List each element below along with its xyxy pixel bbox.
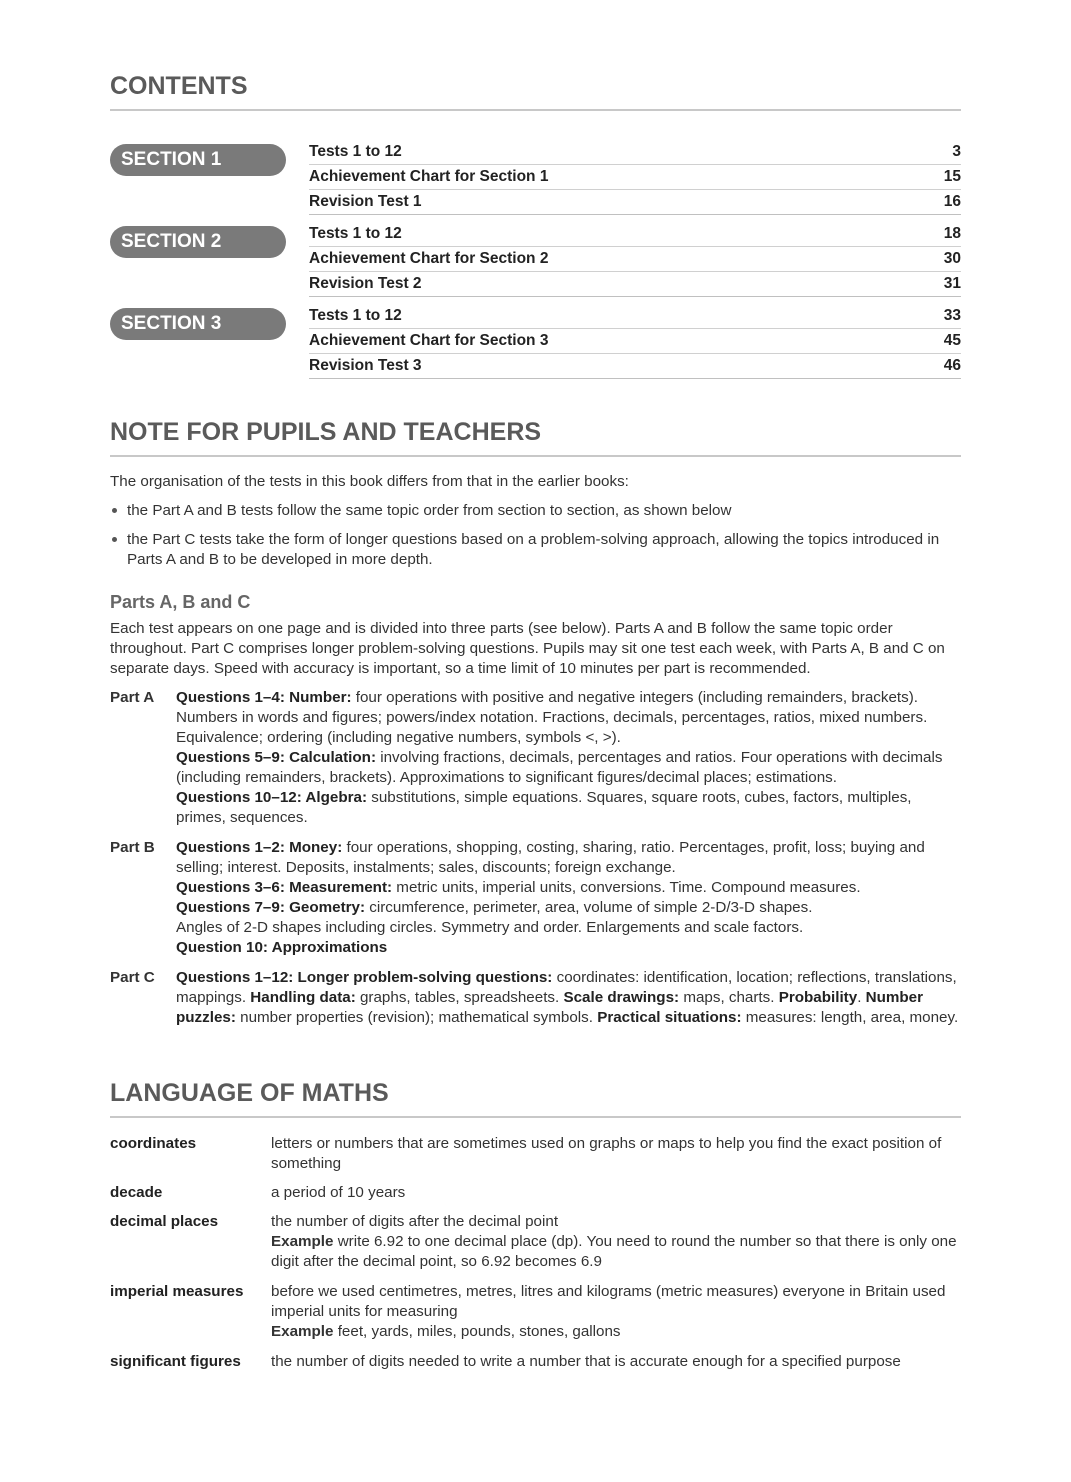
language-title: LANGUAGE OF MATHS: [110, 1079, 961, 1118]
note-title: NOTE FOR PUPILS AND TEACHERS: [110, 418, 961, 457]
glossary-definition-block: [271, 1212, 961, 1272]
section-2-badge: SECTION 2: [110, 226, 286, 258]
glossary-example-text: feet, yards, miles, pounds, stones, gallons: [333, 1323, 621, 1340]
section-3-badge: SECTION 3: [110, 308, 286, 340]
part-c-head-2: Handling data:: [250, 989, 356, 1006]
part-b-geometry-head: Questions 7–9: Geometry:: [176, 899, 366, 916]
toc-row-title: Achievement Chart for Section 3: [309, 332, 549, 349]
part-b-geometry: [176, 898, 961, 918]
toc-row-title: Tests 1 to 12: [309, 307, 402, 324]
toc-row[interactable]: [309, 190, 961, 215]
part-b-measurement: [176, 878, 961, 898]
part-b-approximations-head: Question 10: Approximations: [176, 939, 388, 956]
glossary-definition: the number of digits after the decimal point: [271, 1213, 559, 1230]
toc-rows: [309, 140, 961, 215]
note-bullet-list: [110, 501, 961, 579]
toc-row[interactable]: [309, 304, 961, 329]
part-a: [110, 688, 961, 828]
toc-row-title: Revision Test 1: [309, 193, 422, 210]
parts-heading: Parts A, B and C: [110, 592, 251, 612]
glossary-row: [110, 1183, 961, 1203]
part-c-text-6: measures: length, area, money.: [741, 1009, 959, 1026]
toc-section-2: [110, 222, 961, 304]
glossary-example: [271, 1322, 961, 1342]
glossary-example: [271, 1232, 961, 1272]
toc-row-title: Revision Test 3: [309, 357, 422, 374]
part-a-calculation: [176, 748, 961, 788]
part-c-text-4: .: [857, 989, 866, 1006]
toc-row[interactable]: [309, 247, 961, 272]
contents-table: [110, 140, 961, 386]
toc-row-title: Tests 1 to 12: [309, 143, 402, 160]
glossary-term: decimal places: [110, 1213, 219, 1230]
glossary-definition: a period of 10 years: [271, 1184, 406, 1201]
part-b-money-text: four operations, shopping, costing, sharing, ratio. Percentages, profit, loss; buying and selling; interest. Deposits, instalments; sales, discounts; foreign exchange.: [176, 839, 925, 876]
part-c-head-1: Questions 1–12: Longer problem-solving questions:: [176, 969, 553, 986]
toc-row-page: 15: [943, 168, 961, 185]
glossary-definition: before we used centimetres, metres, litres and kilograms (metric measures) everyone in Britain used imperial units for measuring: [271, 1283, 946, 1320]
glossary-row: [110, 1134, 961, 1174]
part-c-label: Part C: [110, 969, 155, 986]
toc-row-page: 30: [943, 250, 961, 267]
part-b-geometry-cont: Angles of 2-D shapes including circles. Symmetry and order. Enlargements and scale factors.: [176, 919, 804, 936]
glossary-row: [110, 1352, 961, 1372]
part-b-body: [176, 838, 961, 958]
note-intro: The organisation of the tests in this book differs from that in the earlier books:: [110, 473, 629, 490]
section-1-badge: SECTION 1: [110, 144, 286, 176]
toc-row[interactable]: [309, 222, 961, 247]
part-c-head-6: Practical situations:: [597, 1009, 742, 1026]
toc-row-page: 46: [943, 357, 961, 374]
part-c-text-2: graphs, tables, spreadsheets.: [355, 989, 564, 1006]
toc-row-page: 33: [943, 307, 961, 324]
toc-rows: [309, 222, 961, 297]
part-b-label: Part B: [110, 839, 155, 856]
toc-row-page: 18: [943, 225, 961, 242]
part-b-geometry-text: circumference, perimeter, area, volume of simple 2-D/3-D shapes.: [365, 899, 813, 916]
part-a-label: Part A: [110, 689, 155, 706]
part-a-algebra-head: Questions 10–12: Algebra:: [176, 789, 368, 806]
toc-row-page: 3: [952, 143, 961, 160]
parts-intro: Each test appears on one page and is divided into three parts (see below). Parts A and B follow the same topic order throughout. Part C comprises longer problem-solving questions. Pupils may sit one test each week, with Parts A, B and C on separate days. Speed with accuracy is important, so a time limit of 10 minutes per part is recommended.: [110, 620, 945, 677]
part-b-money-head: Questions 1–2: Money:: [176, 839, 343, 856]
part-b: [110, 838, 961, 958]
toc-row-page: 31: [943, 275, 961, 292]
glossary-definition: letters or numbers that are sometimes used on graphs or maps to help you find the exact position of something: [271, 1135, 942, 1172]
toc-section-1: [110, 140, 961, 222]
glossary-example-label: Example: [271, 1233, 334, 1250]
part-c-body: [176, 968, 961, 1028]
part-b-measurement-head: Questions 3–6: Measurement:: [176, 879, 393, 896]
part-a-number: [176, 688, 961, 748]
glossary-definition: the number of digits needed to write a number that is accurate enough for a specified purpose: [271, 1353, 901, 1370]
part-c-text-5: number properties (revision); mathematical symbols.: [235, 1009, 598, 1026]
glossary-term: decade: [110, 1184, 163, 1201]
part-c-head-3: Scale drawings:: [563, 989, 680, 1006]
toc-row-page: 45: [943, 332, 961, 349]
toc-row[interactable]: [309, 140, 961, 165]
toc-section-3: [110, 304, 961, 386]
part-a-number-head: Questions 1–4: Number:: [176, 689, 352, 706]
toc-row[interactable]: [309, 329, 961, 354]
part-a-calculation-text: involving fractions, decimals, percentages and ratios. Four operations with decimals (including remainders, brackets). Approximations to significant figures/decimal places; estimations.: [176, 749, 943, 786]
toc-row-page: 16: [943, 193, 961, 210]
part-a-calculation-head: Questions 5–9: Calculation:: [176, 749, 377, 766]
part-b-money: [176, 838, 961, 878]
part-a-algebra-text: substitutions, simple equations. Squares, square roots, cubes, factors, multiples, primes, sequences.: [176, 789, 912, 826]
note-bullet: the Part A and B tests follow the same topic order from section to section, as shown below: [110, 501, 961, 521]
toc-row[interactable]: [309, 165, 961, 190]
part-a-body: [176, 688, 961, 828]
toc-row-title: Tests 1 to 12: [309, 225, 402, 242]
glossary-definition-block: [271, 1282, 961, 1342]
part-a-number-text: four operations with positive and negative integers (including remainders, brackets). Numbers in words and figures; powers/index notation. Fractions, decimals, percentages, ratios, mixed numbers. Equivalence; ordering (including negative numbers, symbols <, >).: [176, 689, 928, 746]
toc-row-title: Achievement Chart for Section 1: [309, 168, 549, 185]
part-b-approximations: [176, 938, 961, 958]
contents-title: CONTENTS: [110, 72, 961, 111]
part-c: [110, 968, 961, 1028]
toc-row-title: Revision Test 2: [309, 275, 422, 292]
toc-row[interactable]: [309, 272, 961, 297]
glossary-row: [110, 1282, 961, 1342]
glossary-example-label: Example: [271, 1323, 334, 1340]
part-c-head-4: Probability: [778, 989, 858, 1006]
glossary-term: coordinates: [110, 1135, 197, 1152]
part-a-algebra: [176, 788, 961, 828]
glossary-term: imperial measures: [110, 1283, 244, 1300]
glossary-row: [110, 1212, 961, 1272]
note-bullet: the Part C tests take the form of longer questions based on a problem-solving approach, allowing the topics introduced in Parts A and B to be developed in more depth.: [110, 530, 961, 570]
toc-rows: [309, 304, 961, 379]
glossary-term: significant figures: [110, 1353, 241, 1370]
part-b-measurement-text: metric units, imperial units, conversions. Time. Compound measures.: [392, 879, 861, 896]
part-c-text-1: coordinates: identification, location; reflections, translations, mappings.: [176, 969, 957, 1006]
part-c-text-3: maps, charts.: [679, 989, 779, 1006]
part-c-head-5: Number puzzles:: [176, 989, 924, 1026]
toc-row-title: Achievement Chart for Section 2: [309, 250, 549, 267]
toc-row[interactable]: [309, 354, 961, 379]
glossary-example-text: write 6.92 to one decimal place (dp). You need to round the number so that there is only one digit after the decimal point, so 6.92 becomes 6.9: [271, 1233, 957, 1270]
